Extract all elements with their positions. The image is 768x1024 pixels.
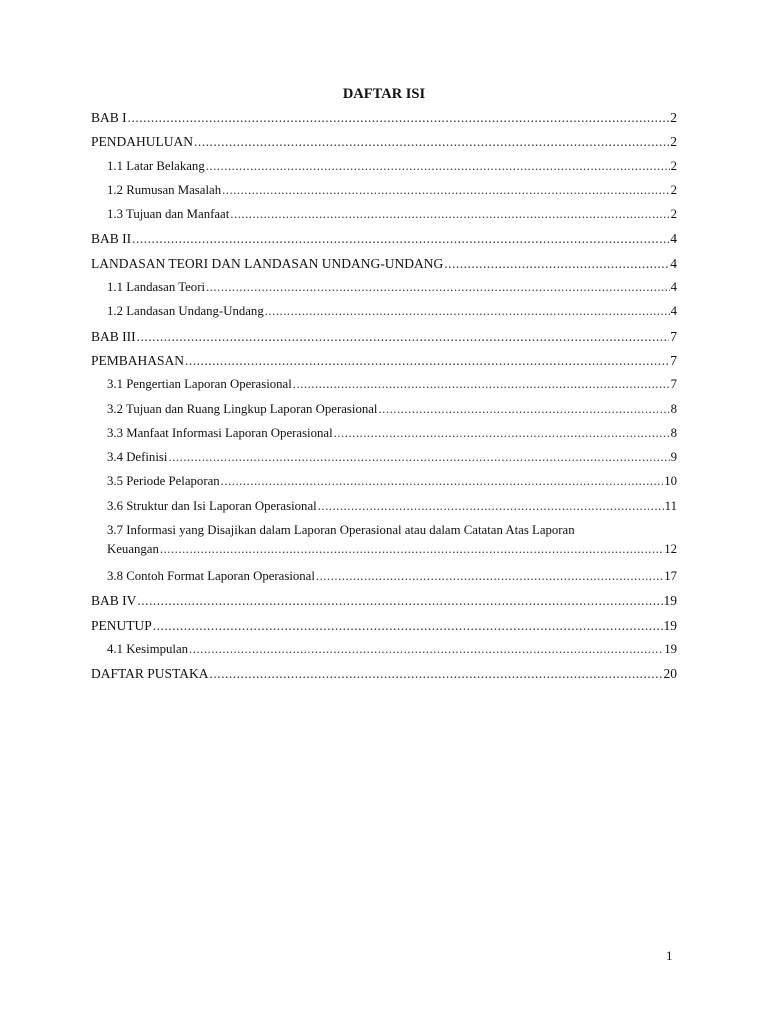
toc-entry[interactable] (91, 329, 677, 353)
page-number: 1 (666, 948, 673, 963)
toc-entry-page: 19 (663, 617, 677, 633)
toc-entry[interactable] (91, 426, 677, 450)
toc-entry-text: 3.1 Pengertian Laporan Operasional (107, 377, 292, 392)
toc-entry[interactable] (91, 231, 677, 255)
toc-entry[interactable] (91, 134, 677, 158)
toc-entry-text: 4.1 Kesimpulan (107, 641, 189, 656)
toc-entry[interactable] (91, 523, 677, 569)
toc-entry-text: 3.7 Informasi yang Disajikan dalam Laporan Operasional atau dalam Catatan Atas Laporan (107, 523, 575, 538)
toc-entry[interactable] (91, 353, 677, 377)
dot-leader (209, 666, 662, 682)
toc-entry-page: 2 (670, 110, 677, 125)
toc-entry-text: 3.5 Periode Pelaporan (107, 474, 220, 489)
toc-entry-page: 20 (663, 666, 677, 682)
dot-leader (318, 499, 664, 514)
toc-entry-text: 1.2 Landasan Undang-Undang (107, 304, 264, 319)
toc-entry-page: 7 (670, 377, 677, 392)
toc-entry-text: BAB I (91, 110, 127, 125)
toc-entry-page: 12 (664, 542, 677, 557)
toc-entry-text: 1.1 Latar Belakang (107, 158, 205, 173)
toc-entry-text: 3.3 Manfaat Informasi Laporan Operasional (107, 425, 333, 440)
dot-leader (128, 110, 670, 126)
toc-entry-page: 4 (670, 280, 677, 295)
toc-entry-page: 2 (670, 182, 677, 197)
toc-entry[interactable] (91, 110, 677, 134)
dot-leader (194, 134, 669, 150)
toc-entry-page: 4 (670, 304, 677, 319)
dot-leader (265, 304, 670, 319)
toc-entry-page: 4 (670, 255, 677, 271)
dot-leader (189, 642, 663, 657)
toc-entry-page: 2 (670, 134, 677, 150)
toc-entry-text: 3.6 Struktur dan Isi Laporan Operasional (107, 498, 317, 513)
toc-entry-page: 19 (663, 593, 677, 609)
toc-entry[interactable] (91, 666, 677, 690)
dot-leader (334, 426, 670, 441)
toc-entry[interactable] (91, 450, 677, 474)
dot-leader (137, 329, 670, 345)
toc-entry-text: 1.3 Tujuan dan Manfaat (107, 207, 230, 222)
toc-entry-page: 10 (664, 474, 677, 489)
toc-entry[interactable] (91, 474, 677, 498)
toc-entry[interactable] (91, 402, 677, 426)
toc-entry[interactable] (91, 642, 677, 666)
toc-entry-text: DAFTAR PUSTAKA (91, 666, 209, 682)
toc-entry-page: 9 (670, 450, 677, 465)
dot-leader (230, 207, 669, 222)
toc-entry-page: 17 (664, 569, 677, 584)
toc-entry[interactable] (91, 377, 677, 401)
toc-entry-page: 2 (670, 207, 677, 222)
dot-leader (206, 280, 670, 295)
dot-leader (206, 159, 670, 174)
toc-entry-text: PENUTUP (91, 617, 152, 633)
toc-entry-page: 2 (670, 158, 677, 173)
toc-entry-continuation (107, 542, 677, 557)
dot-leader (378, 402, 669, 417)
dot-leader (132, 231, 669, 247)
toc-entry-text: 3.4 Definisi (107, 450, 168, 465)
toc-entry-text: BAB II (91, 231, 132, 247)
toc-entry-text-cont: Keuangan (107, 542, 159, 557)
toc-entry-text: 1.2 Rumusan Masalah (107, 182, 222, 197)
dot-leader (221, 474, 664, 489)
toc-entry[interactable] (91, 593, 677, 617)
toc-entry[interactable] (91, 280, 677, 304)
toc-entry-text: 3.8 Contoh Format Laporan Operasional (107, 569, 315, 584)
toc-entry[interactable] (91, 207, 677, 231)
toc-entry-page: 7 (670, 328, 677, 344)
dot-leader (293, 377, 670, 392)
toc-entry-text: BAB IV (91, 593, 137, 609)
toc-entry-text: 1.1 Landasan Teori (107, 280, 206, 295)
toc-entry-page: 7 (670, 352, 677, 368)
table-of-contents (91, 110, 677, 691)
toc-entry-page: 8 (670, 425, 677, 440)
dot-leader (316, 569, 663, 584)
toc-entry-page: 8 (670, 401, 677, 416)
toc-entry[interactable] (91, 183, 677, 207)
toc-entry-page: 19 (664, 641, 677, 656)
dot-leader (137, 593, 662, 609)
toc-entry-text: PEMBAHASAN (91, 352, 185, 368)
toc-entry-text: PENDAHULUAN (91, 134, 193, 150)
page-title: DAFTAR ISI (342, 86, 426, 102)
toc-entry-page: 4 (670, 231, 677, 247)
toc-entry[interactable] (91, 304, 677, 328)
toc-entry[interactable] (91, 499, 677, 523)
toc-entry-text: BAB III (91, 328, 136, 344)
dot-leader (160, 542, 663, 557)
dot-leader (153, 618, 663, 634)
dot-leader (222, 183, 670, 198)
toc-entry-text: 3.2 Tujuan dan Ruang Lingkup Laporan Operasional (107, 401, 378, 416)
dot-leader (168, 450, 669, 465)
toc-entry[interactable] (91, 256, 677, 280)
toc-entry-page: 11 (664, 498, 677, 513)
toc-entry-text: LANDASAN TEORI DAN LANDASAN UNDANG-UNDANG (91, 255, 444, 271)
toc-entry[interactable] (91, 159, 677, 183)
dot-leader (185, 353, 669, 369)
toc-entry[interactable] (91, 618, 677, 642)
dot-leader (444, 256, 669, 272)
toc-entry[interactable] (91, 569, 677, 593)
